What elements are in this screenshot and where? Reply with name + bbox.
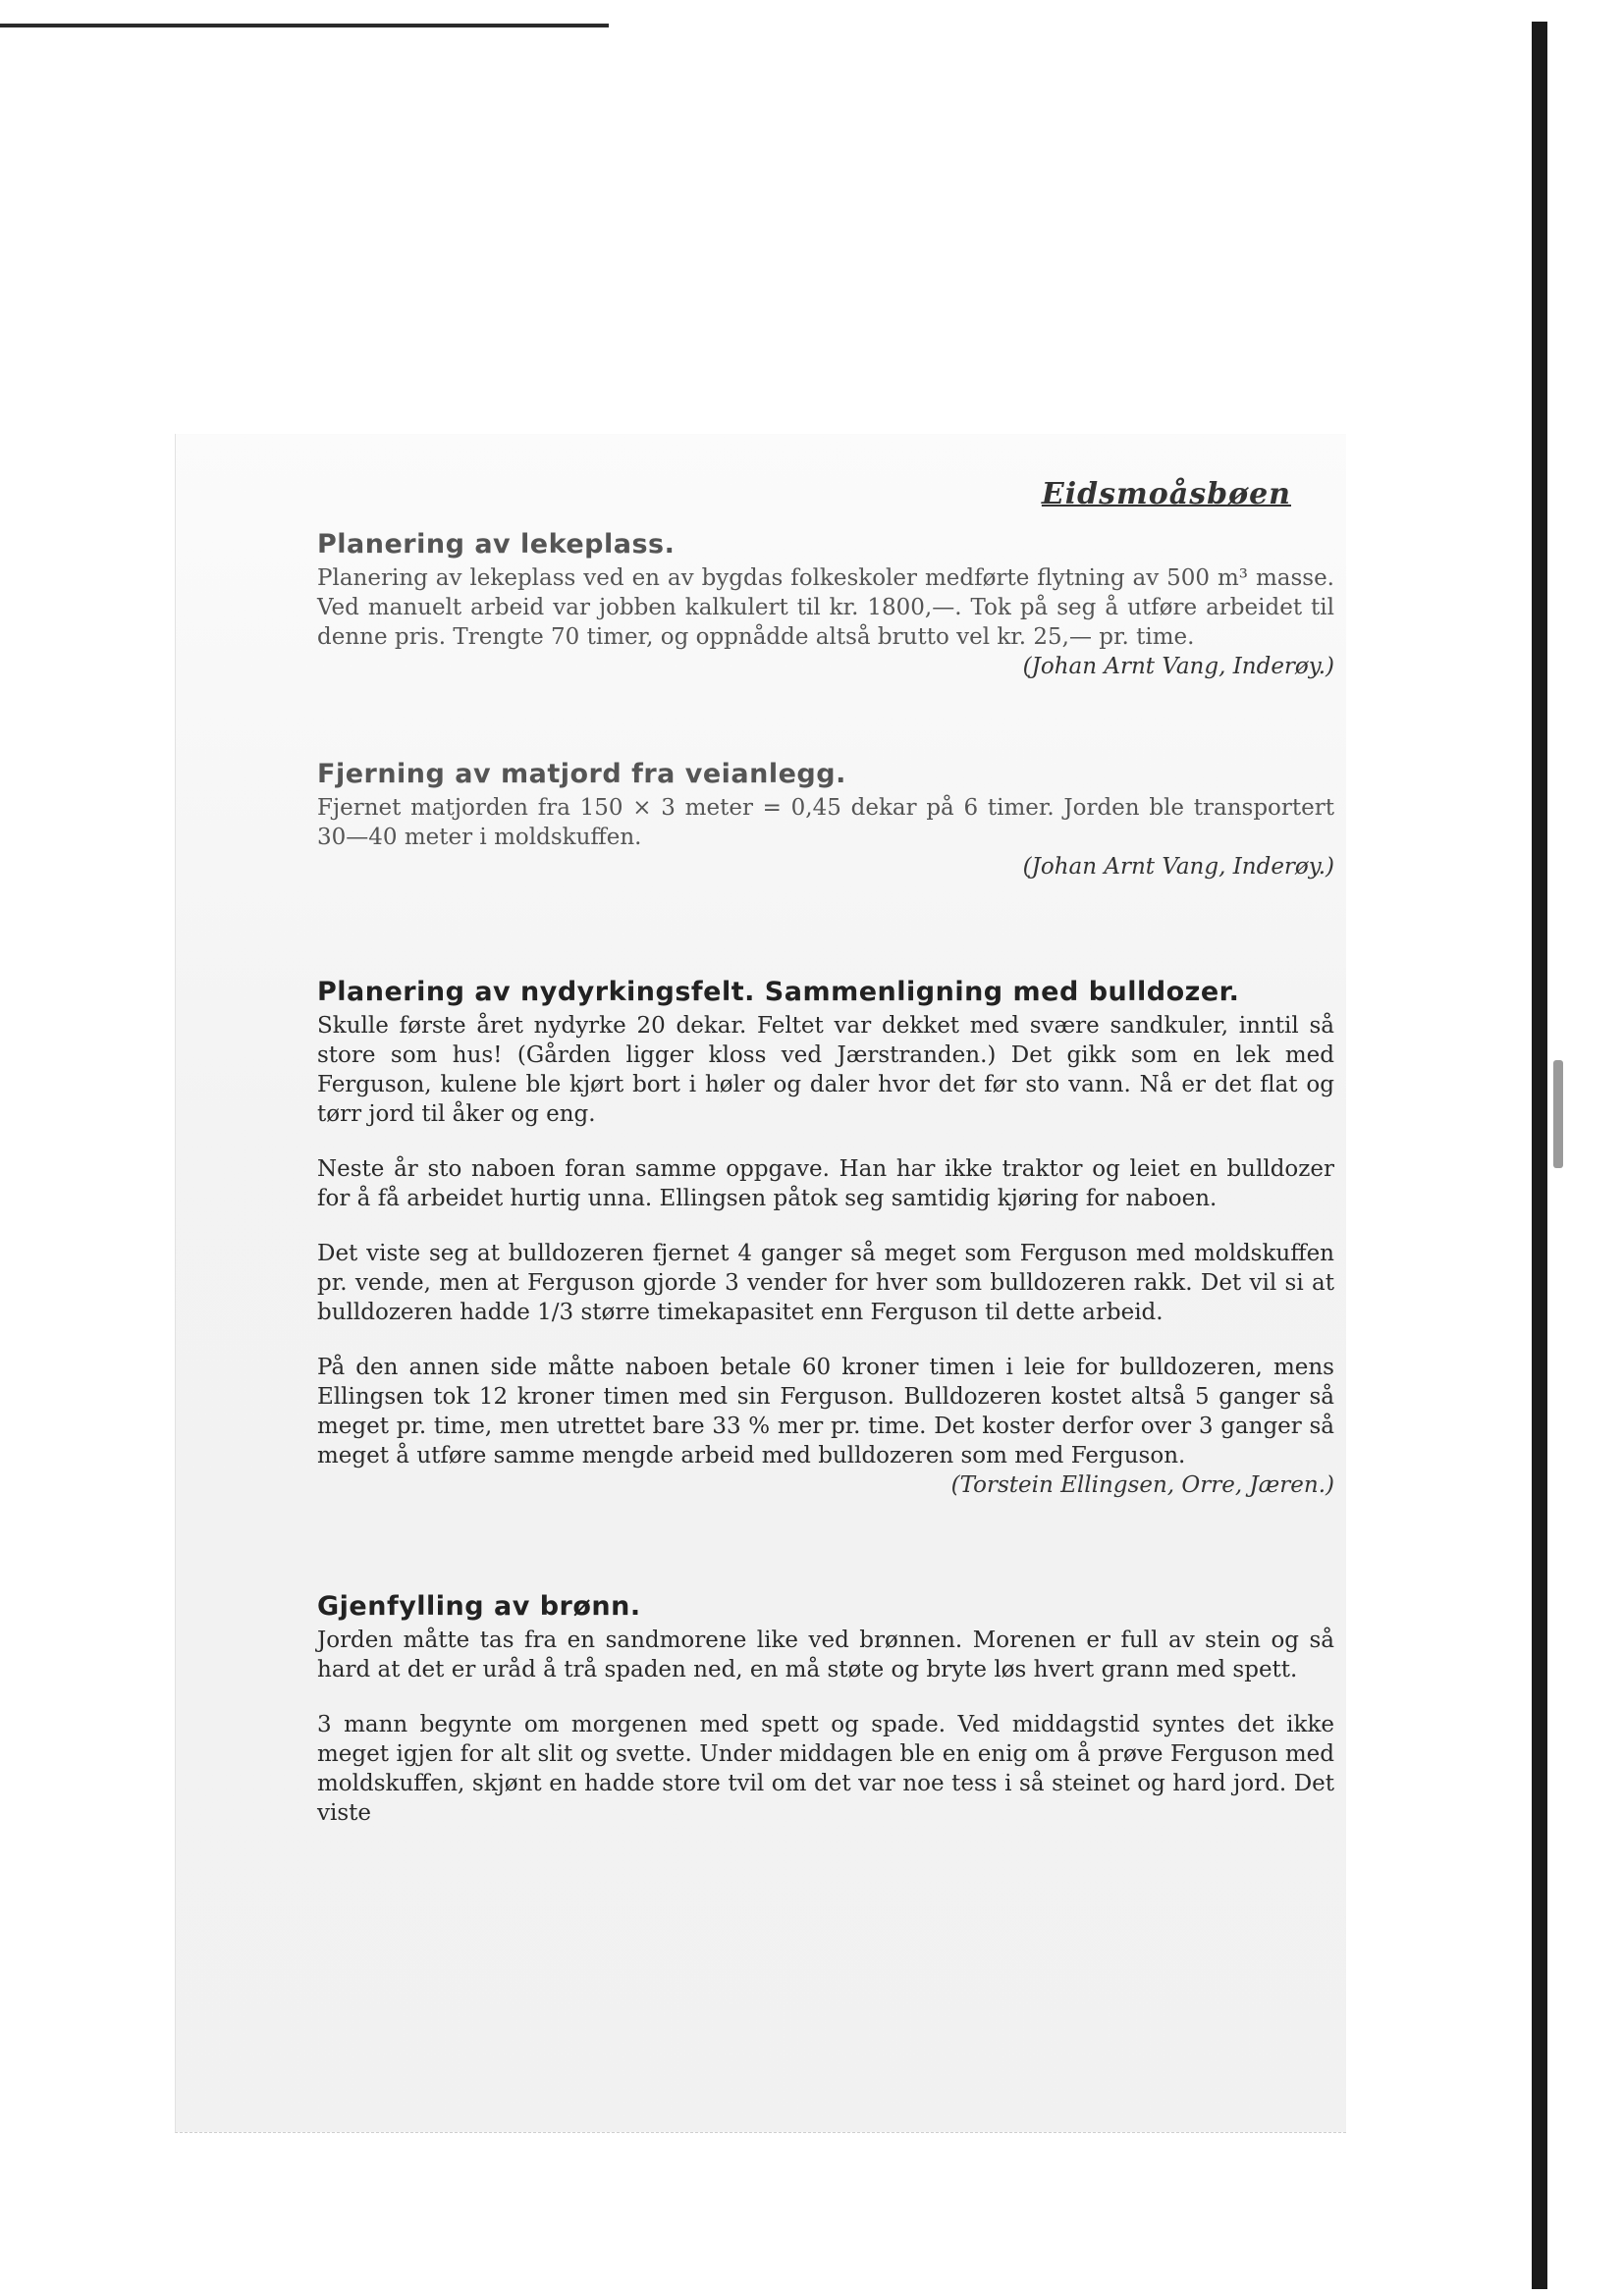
section-nydyrking — [317, 976, 1334, 1500]
scan-edge-bar — [1532, 22, 1547, 2289]
section-title: Planering av lekeplass. — [317, 529, 676, 560]
attribution: (Johan Arnt Vang, Inderøy.) — [1022, 854, 1334, 880]
scan-top-rule — [0, 24, 609, 27]
paragraph: Planering av lekeplass ved en av bygdas folkeskoler medførte flytning av 500 m³ masse. Ved manuelt arbeid var jobben kalkulert til kr. 1800,—. Tok på seg å utføre arbeidet til denne pris. Trengte 70 timer, og oppnådde altså brutto vel kr. 25,— pr. time. — [317, 565, 1334, 650]
attribution: (Torstein Ellingsen, Orre, Jæren.) — [950, 1472, 1334, 1498]
section-title: Gjenfylling av brønn. — [317, 1591, 641, 1622]
paragraph: Fjernet matjorden fra 150 × 3 meter = 0,45 dekar på 6 timer. Jorden ble transportert 30—40 meter i moldskuffen. — [317, 795, 1334, 850]
section-matjord — [317, 758, 1334, 881]
paragraph: Det viste seg at bulldozeren fjernet 4 ganger så meget som Ferguson med moldskuffen pr. vende, men at Ferguson gjorde 3 vender for hver som bulldozeren rakk. Det vil si at bulldozeren hadde 1/3 større timekapasitet enn Ferguson til dette arbeid. — [317, 1241, 1334, 1325]
paragraph: Skulle første året nydyrke 20 dekar. Feltet var dekket med svære sandkuler, inntil så store som hus! (Gården ligger kloss ved Jærstranden.) Det gikk som en lek med Ferguson, kulene ble kjørt bort i høler og daler hvor det før sto vann. Nå er det flat og tørr jord til åker og eng. — [317, 1013, 1334, 1127]
scan-edge-tab — [1553, 1060, 1563, 1168]
attribution: (Johan Arnt Vang, Inderøy.) — [1022, 654, 1334, 679]
section-title: Fjerning av matjord fra veianlegg. — [317, 759, 846, 789]
section-lekeplass — [317, 528, 1334, 681]
paragraph: 3 mann begynte om morgenen med spett og spade. Ved middagstid syntes det ikke meget igjen for alt slit og svette. Under middagen ble en enig om å prøve Ferguson med moldskuffen, skjønt en hadde store tvil om det var noe tess i så steinet og hard jord. Det viste — [317, 1712, 1334, 1826]
section-title: Planering av nydyrkingsfelt. Sammenligning med bulldozer. — [317, 977, 1240, 1007]
page-content — [317, 528, 1334, 1828]
paragraph: Jorden måtte tas fra en sandmorene like ved brønnen. Morenen er full av stein og så hard at det er uråd å trå spaden ned, en må støte og bryte løs hvert grann med spett. — [317, 1628, 1334, 1682]
paragraph: Neste år sto naboen foran samme oppgave. Han har ikke traktor og leiet en bulldozer for å få arbeidet hurtig unna. Ellingsen påtok seg samtidig kjøring for naboen. — [317, 1156, 1334, 1211]
document-page — [175, 434, 1346, 2133]
paragraph: På den annen side måtte naboen betale 60 kroner timen i leie for bulldozeren, mens Ellingsen tok 12 kroner timen med sin Ferguson. Bulldozeren kostet altså 5 ganger så meget pr. time, men utrettet bare 33 % mer pr. time. Det koster derfor over 3 ganger så meget å utføre samme mengde arbeid med bulldozeren som med Ferguson. — [317, 1355, 1334, 1468]
header-logo: Eidsmoåsbøen — [1041, 477, 1291, 511]
section-bronn — [317, 1590, 1334, 1828]
